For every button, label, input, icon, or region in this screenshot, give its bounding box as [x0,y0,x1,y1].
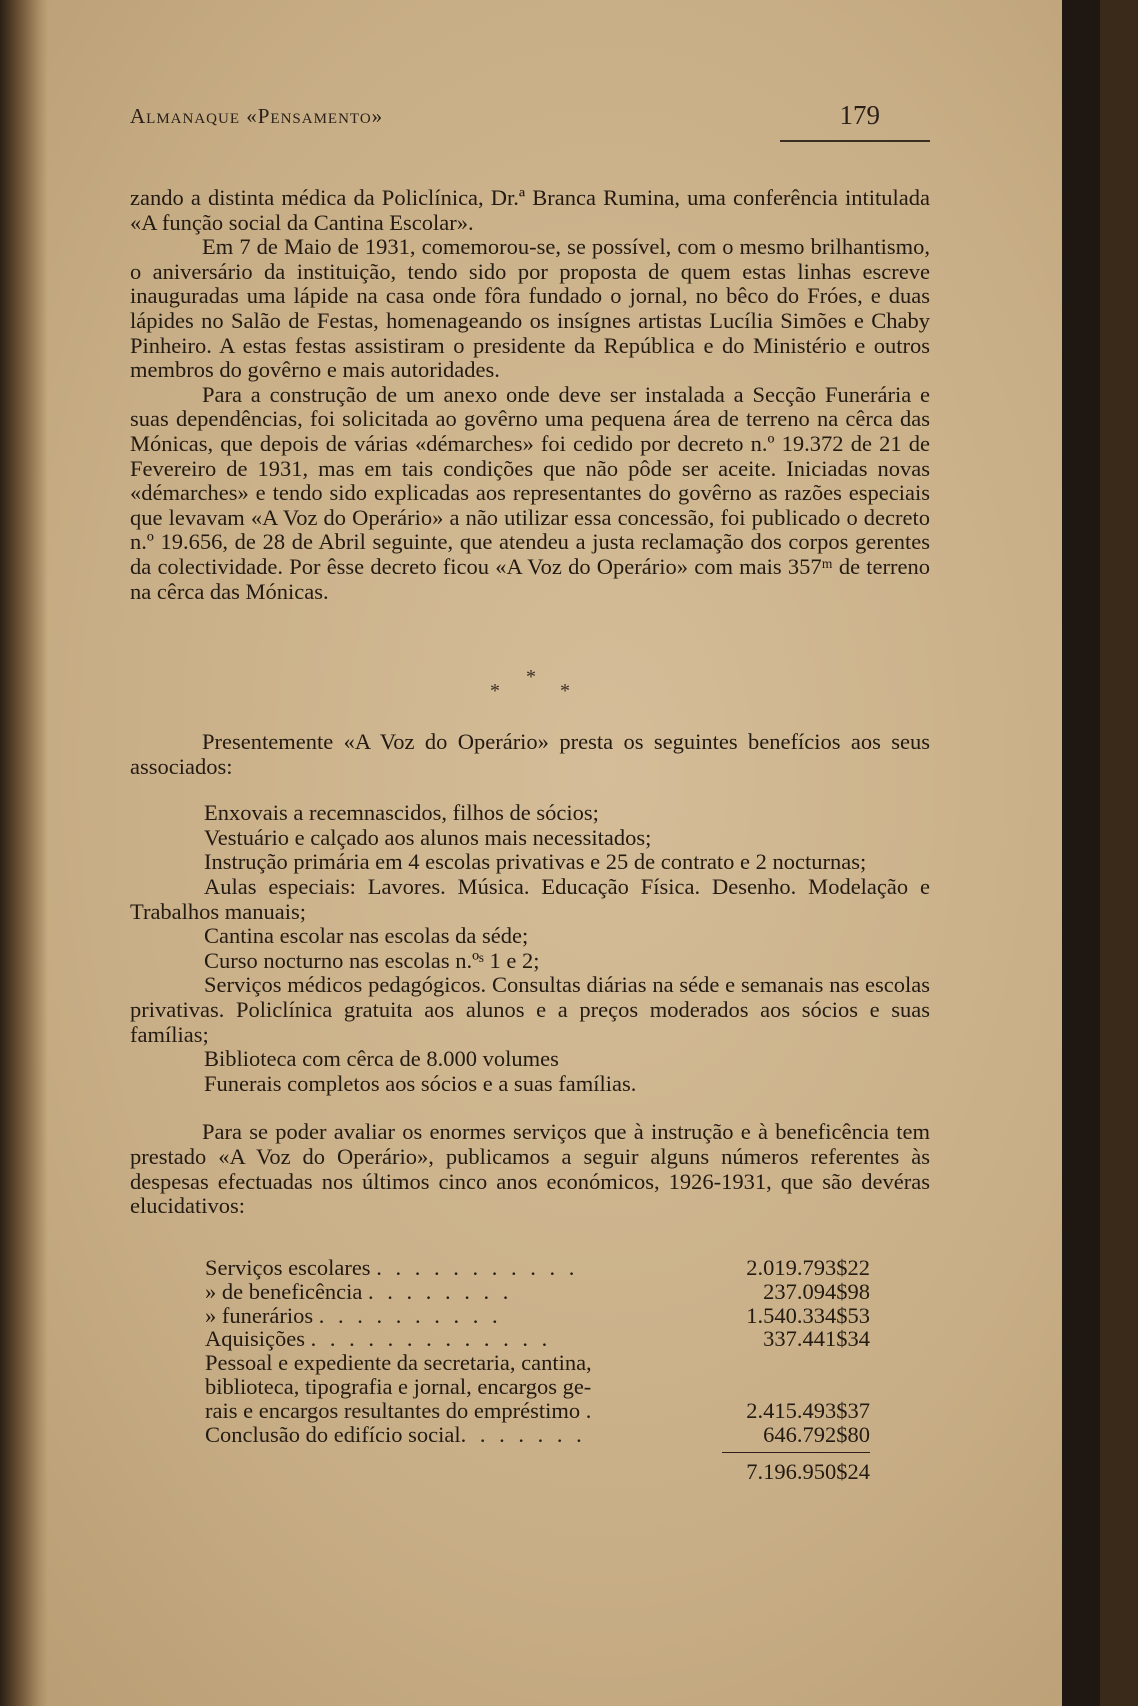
header-rule [780,140,930,142]
leader-dots: . . . . . . . . . . [318,1302,502,1328]
running-head-title: Almanaque «Pensamento» [130,104,384,128]
list-item: Serviços médicos pedagógicos. Consultas diárias na séde e semanais nas escolas privativas. Policlínica gratuita aos alunos e a preços moderados aos sócios e suas famílias; [130,972,930,1047]
book-binding [0,0,48,1706]
expense-label: biblioteca, tipografia e jornal, encargos ge- [205,1373,592,1399]
list-item: Biblioteca com cêrca de 8.000 volumes [204,1046,559,1072]
expense-amount: 646.792$80 [763,1421,870,1447]
paragraph-1: zando a distinta médica da Policlínica, Dr.ª Branca Rumina, uma conferência intitulada «A função social da Cantina Escolar». [130,185,930,235]
expense-label: Pessoal e expediente da secretaria, cantina, [205,1350,592,1376]
expense-label: Conclusão do edifício social [205,1421,461,1447]
expense-label: » de beneficência [205,1278,363,1304]
paragraph-4: Presentemente «A Voz do Operário» presta os seguintes benefícios aos seus associados: [130,729,930,779]
expenses-total: 7.196.950$24 [746,1459,870,1484]
expense-amount: 2.019.793$22 [746,1255,870,1280]
benefits-list [130,801,930,1096]
table-row [205,1399,870,1423]
expense-amount: 2.415.493$37 [746,1397,870,1423]
table-row [205,1304,870,1328]
expense-amount: 337.441$34 [763,1326,870,1352]
expense-label: Aquisições [205,1326,305,1352]
list-item: Aulas especiais: Lavores. Música. Educação Física. Desenho. Modelação e Trabalhos manuais; [130,873,930,924]
running-head [130,100,930,140]
list-item: Cantina escolar nas escolas da séde; [204,923,529,949]
separator-star: * [526,666,536,688]
section-separator [490,666,580,706]
separator-star: * [560,680,570,702]
leader-dots: . . . . . . . . . . . . . [310,1326,552,1352]
table-row [205,1280,870,1304]
paragraph-5: Para se poder avaliar os enormes serviços que à instrução e à beneficência tem prestado «A Voz do Operário», publicamos a seguir alguns números referentes às despesas efectuadas nos últimos cinco anos económicos, 1926-1931, que são devéras elucidativos: [130,1119,930,1219]
list-item: Curso nocturno nas escolas n.ºˢ 1 e 2; [204,947,540,973]
expense-amount: 237.094$98 [763,1278,870,1304]
body-text-benefits [130,730,930,1219]
expense-label: rais e encargos resultantes do empréstimo . [205,1397,592,1423]
list-item: Vestuário e calçado aos alunos mais necessitados; [204,824,652,850]
list-item: Funerais completos aos sócios e a suas famílias. [204,1070,637,1096]
expense-label: » funerários [205,1302,314,1328]
leader-dots: . . . . . . . . . . . [376,1255,579,1280]
list-item: Enxovais a recemnascidos, filhos de sócios; [204,800,599,826]
separator-star: * [490,680,500,702]
paragraph-2: Em 7 de Maio de 1931, comemorou-se, se possível, com o mesmo brilhantismo, o aniversário da instituição, tendo sido por proposta de quem estas linhas escreve inauguradas uma lápide na casa onde fôra fundado o jornal, no bêco do Fróes, e duas lápides no Salão de Festas, homenageando os insígnes artistas Lucília Simões e Chaby Pinheiro. A estas festas assistiram o presidente da República e do Ministério e outros membros do govêrno e mais autoridades. [130,234,930,383]
expense-label: Serviços escolares [205,1255,371,1280]
paragraph-3: Para a construção de um anexo onde deve ser instalada a Secção Funerária e suas dependências, foi solicitada ao govêrno uma pequena área de terreno na cêrca das Mónicas, que depois de várias «démarches» foi cedido por decreto n.º 19.372 de 21 de Fevereiro de 1931, mas em tais condições que não pôde ser aceite. Iniciadas novas «démarches» e tendo sido explicadas aos representantes do govêrno as razões especiais que levavam «A Voz do Operário» a não utilizar essa concessão, foi publicado o decreto n.º 19.656, de 28 de Abril seguinte, que atendeu a justa reclamação dos corpos gerentes da colectividade. Por êsse decreto ficou «A Voz do Operário» com mais 357ᵐ de terreno na cêrca das Mónicas. [130,381,930,604]
table-row [205,1351,870,1375]
list-item: Instrução primária em 4 escolas privativas e 25 de contrato e 2 nocturnas; [204,849,867,875]
body-text-top [130,186,930,604]
page-number: 179 [839,100,880,130]
table-row [205,1256,870,1280]
total-rule [722,1452,870,1453]
leader-dots: . . . . . . . [460,1421,586,1447]
table-row [205,1423,870,1447]
table-row [205,1327,870,1351]
expenses-table [205,1256,870,1446]
table-row [205,1375,870,1399]
leader-dots: . . . . . . . . [368,1278,513,1304]
page-edge [1062,0,1100,1706]
expense-amount: 1.540.334$53 [746,1302,870,1328]
